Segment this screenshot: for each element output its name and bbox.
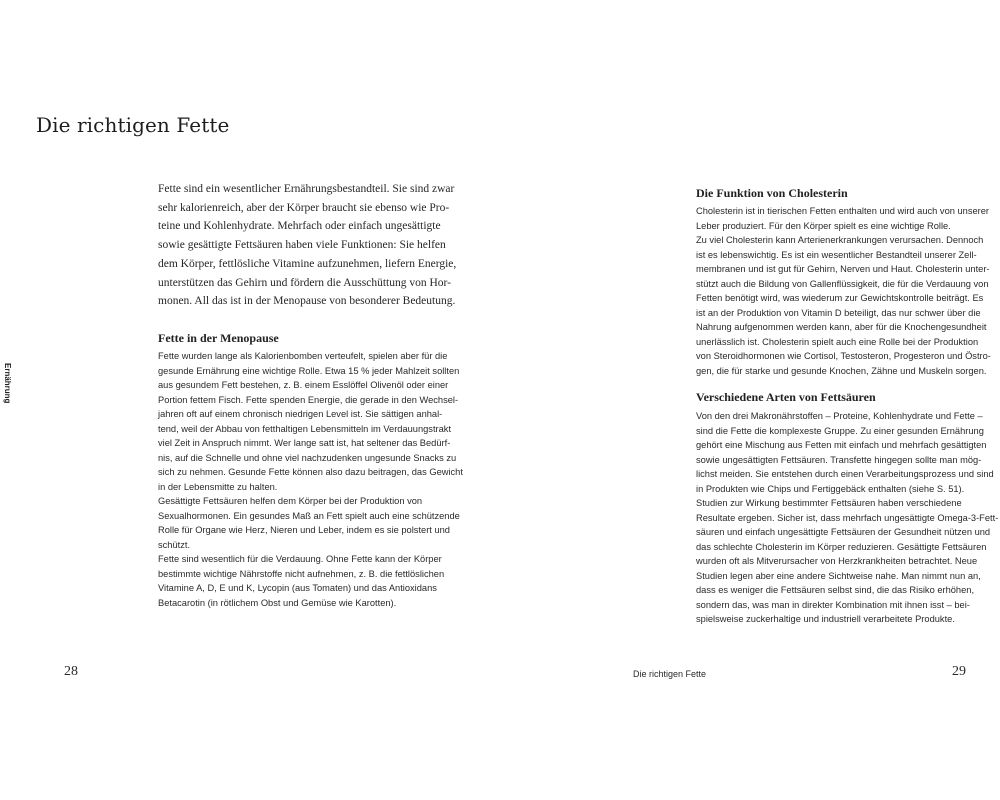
text-line: Nahrung aufgenommen werden kann, aber für die Knochengesundheit: [696, 322, 987, 332]
text-line: Studien legen aber eine andere Sichtweise nahe. Man nimmt nun an,: [696, 570, 981, 581]
text-line: monen. All das ist in der Menopause von besonderer Bedeutung.: [158, 295, 456, 308]
text-line: Rolle für Organe wie Herz, Nieren und Leber, indem es sie polstert und: [158, 525, 450, 535]
text-line: sind die Fette die komplexeste Gruppe. Zu einer gesunden Ernährung: [696, 425, 984, 436]
text-line: membranen und ist gut für Gehirn, Nerven und Haut. Cholesterin unter-: [696, 264, 990, 274]
text-line: schützt.: [158, 539, 191, 550]
text-line: wurden oft als Mitverursacher von Herzkrankheiten betrachtet. Neue: [696, 556, 978, 566]
text-line: nis, auf die Schnelle und ohne viel nachzudenken ungesunde Snacks zu: [158, 452, 457, 463]
text-line: Fette sind wesentlich für die Verdauung. Ohne Fette kann der Körper: [158, 554, 442, 564]
text-line: Vitamine A, D, E und K, Lycopin (aus Tomaten) und das Antioxidans: [158, 583, 437, 593]
text-line: dass es weniger die Fettsäuren selbst sind, die das Risiko erhöhen,: [696, 585, 975, 595]
text-line: sowie ungesättigten Fettsäuren. Transfette hingegen sollte man mög-: [696, 454, 982, 465]
text-line: Von den drei Makronährstoffen – Proteine, Kohlenhydrate und Fette –: [696, 411, 983, 421]
text-line: jahren oft auf einem chronisch niedrigen Level ist. Sie sättigen anhal-: [158, 409, 443, 419]
text-line: viel Zeit in Anspruch nimmt. Wer lange satt ist, hat seltener das Bedürf-: [158, 438, 451, 448]
text-line: unterstützen das Gehirn und fördern die Ausschüttung von Hor-: [158, 276, 451, 289]
text-line: Leber produziert. Für den Körper spielt es eine wichtige Rolle.: [696, 220, 951, 231]
side-section-label: Ernährung: [3, 363, 12, 404]
text-line: ist an der Produktion von Vitamin D beteiligt, das nur schwer über die: [696, 307, 981, 318]
text-line: ist es lebenswichtig. Es ist ein wesentlicher Bestandteil unserer Zell-: [696, 249, 977, 260]
text-line: dem Körper, fettlösliche Vitamine aufzunehmen, liefern Energie,: [158, 257, 457, 270]
text-line: in der Lebensmitte zu halten.: [158, 481, 278, 492]
section-body-fettsaeuren: [696, 409, 998, 627]
text-line: aus gesundem Fett bestehen, z. B. einem Esslöffel Olivenöl oder einer: [158, 380, 449, 390]
text-line: Sexualhormonen. Ein gesundes Maß an Fett spielt auch eine schützende: [158, 510, 460, 521]
page-number-right: 29: [952, 664, 966, 679]
running-footer-title: Die richtigen Fette: [633, 669, 707, 679]
section-heading-fettsaeuren: Verschiedene Arten von Fettsäuren: [696, 390, 876, 404]
text-line: sondern das, was man in direkter Kombination mit ihnen isst – bei-: [696, 599, 970, 610]
text-line: Fette wurden lange als Kalorienbomben verteufelt, spielen aber für die: [158, 351, 448, 361]
text-line: Portion fettem Fisch. Fette spenden Energie, die gerade in den Wechsel-: [158, 394, 459, 405]
text-line: gehört eine Mischung aus Fetten mit einfach und mehrfach gesättigten: [696, 440, 987, 450]
text-line: teine und Kohlenhydrate. Mehrfach oder einfach ungesättigte: [158, 220, 441, 233]
text-line: sich zu nehmen. Gesunde Fette können also dazu beitragen, das Gewicht: [158, 467, 463, 477]
text-line: das schlechte Cholesterin im Körper reduzieren. Gesättigte Fettsäuren: [696, 541, 987, 552]
text-line: tend, weil der Abbau von fetthaltigen Lebensmitteln im Verdauungstrakt: [158, 423, 452, 434]
section-body-menopause: [158, 349, 468, 610]
section-heading-cholesterin: Die Funktion von Cholesterin: [696, 186, 848, 200]
text-line: Cholesterin ist in tierischen Fetten enthalten und wird auch von unserer: [696, 206, 990, 216]
text-line: sehr kalorienreich, aber der Körper braucht sie ebenso wie Pro-: [158, 201, 450, 214]
chapter-title: Die richtigen Fette: [36, 113, 230, 137]
text-line: gesunde Ernährung eine wichtige Rolle. Etwa 15 % jeder Mahlzeit sollten: [158, 365, 460, 376]
text-line: lichst meiden. Sie entstehen durch einen Verarbeitungsprozess und sind: [696, 469, 994, 479]
text-line: von Steroidhormonen wie Cortisol, Testosteron, Progesteron und Östro-: [696, 351, 991, 361]
text-line: Gesättigte Fettsäuren helfen dem Körper bei der Produktion von: [158, 496, 423, 506]
text-line: Studien zur Wirkung bestimmter Fettsäuren haben verschiedene: [696, 498, 962, 508]
text-line: stützt auch die Bildung von Gallenflüssigkeit, die für die Verdauung von: [696, 278, 989, 289]
text-line: Fette sind ein wesentlicher Ernährungsbestandteil. Sie sind zwar: [158, 183, 455, 195]
text-line: sowie gesättigte Fettsäuren haben viele Funktionen: Sie helfen: [158, 239, 446, 252]
intro-paragraph: [158, 180, 468, 311]
text-line: Zu viel Cholesterin kann Arterienerkrankungen verursachen. Dennoch: [696, 235, 984, 245]
text-line: Betacarotin (in rötlichem Obst und Gemüse wie Karotten).: [158, 597, 397, 608]
text-line: Fetten benötigt wird, was wiederum zur Gewichtskontrolle beiträgt. Es: [696, 293, 984, 303]
text-line: in Produkten wie Chips und Fertiggebäck enthalten (siehe S. 51).: [696, 483, 965, 494]
text-line: gen, die für starke und gesunde Knochen, Zähne und Muskeln sorgen.: [696, 365, 987, 376]
text-line: bestimmte wichtige Nährstoffe nicht aufnehmen, z. B. die fettlöslichen: [158, 568, 445, 579]
page-number-left: 28: [64, 664, 78, 679]
section-heading-menopause: Fette in der Menopause: [158, 331, 279, 345]
section-body-cholesterin: [696, 204, 998, 378]
text-line: säuren und einfach ungesättigte Fettsäuren der Gesundheit nützen und: [696, 527, 991, 537]
text-line: spielsweise zuckerhaltige und industriell verarbeitete Produkte.: [696, 614, 955, 624]
text-line: unerlässlich ist. Cholesterin spielt auch eine Rolle bei der Produktion: [696, 336, 979, 347]
text-line: Resultate ergeben. Sicher ist, dass mehrfach ungesättigte Omega-3-Fett-: [696, 512, 999, 523]
